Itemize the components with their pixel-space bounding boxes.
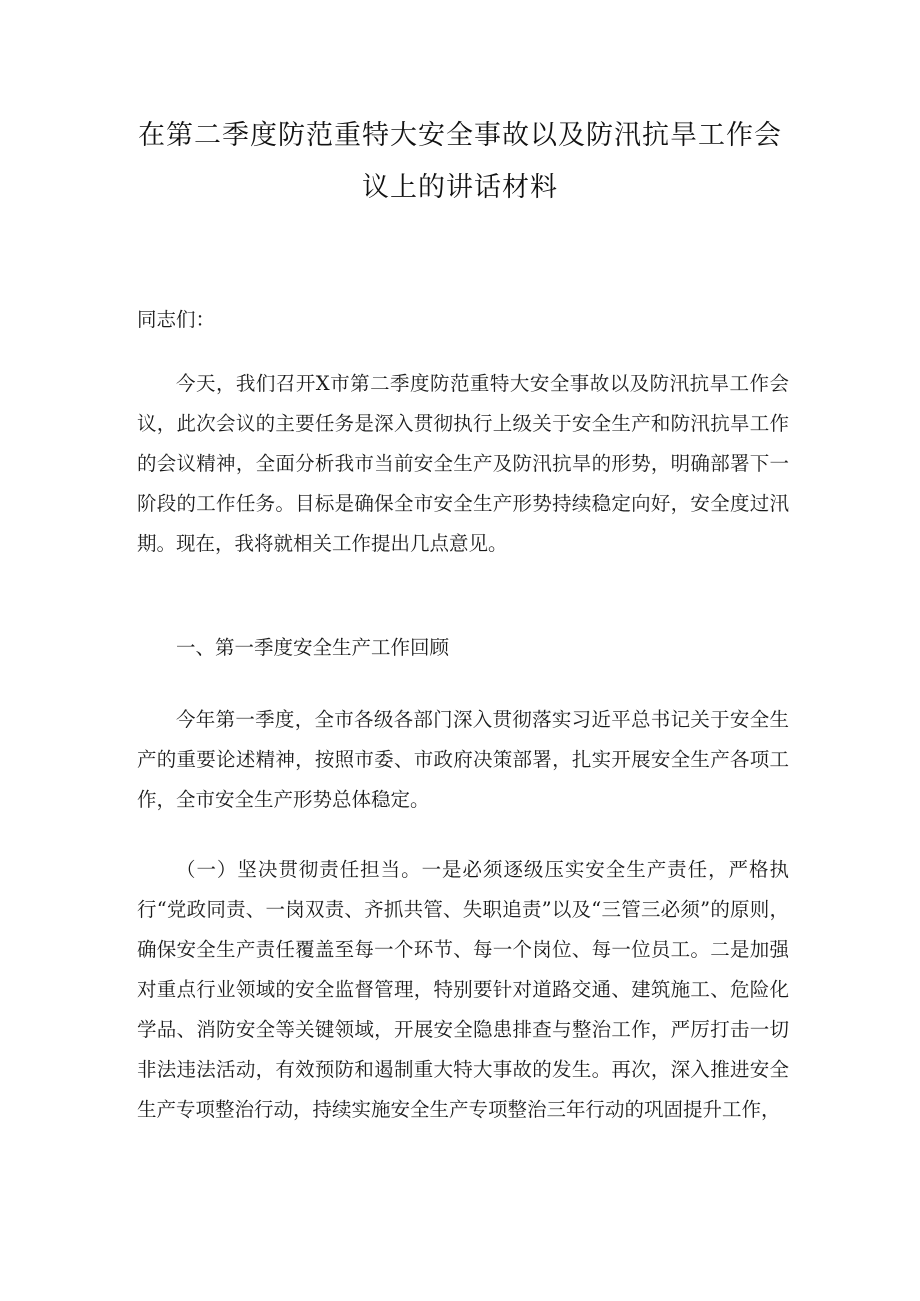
title-line-1: 在第二季度防范重特大安全事故以及防汛抗旱工作会 (138, 120, 782, 151)
greeting-block (137, 300, 789, 340)
paragraph-block-2 (137, 700, 789, 820)
paragraph-responsibility: （一）坚决贯彻责任担当。一是必须逐级压实安全生产责任，严格执行“党政同责、一岗双责、齐抓共管、失职追责”以及“三管三必须”的原则，确保安全生产责任覆盖至每一个环节、每一个岗位、每一位员工。二是加强对重点行业领域的安全监督管理，特别要针对道路交通、建筑施工、危险化学品、消防安全等关键领域，开展安全隐患排查与整治工作，严厉打击一切非法违法活动，有效预防和遏制重大特大事故的发生。再次，深入推进安全生产专项整治行动，持续实施安全生产专项整治三年行动的巩固提升工作， (137, 858, 789, 1121)
paragraph-review: 今年第一季度，全市各级各部门深入贯彻落实习近平总书记关于安全生产的重要论述精神，按照市委、市政府决策部署，扎实开展安全生产各项工作，全市安全生产形势总体稳定。 (137, 708, 789, 811)
title-line-2: 议上的讲话材料 (362, 172, 558, 203)
paragraph-block-1 (137, 364, 789, 564)
paragraph-block-3 (137, 850, 789, 1130)
greeting: 同志们： (137, 308, 216, 331)
section-heading: 一、第一季度安全生产工作回顾 (176, 636, 450, 659)
paragraph-opening: 今天，我们召开X市第二季度防范重特大安全事故以及防汛抗旱工作会议，此次会议的主要任务是深入贯彻执行上级关于安全生产和防汛抗旱工作的会议精神，全面分析我市当前安全生产及防汛抗旱的形势，明确部署下一阶段的工作任务。目标是确保全市安全生产形势持续稳定向好，安全度过汛期。现在，我将就相关工作提出几点意见。 (137, 372, 789, 555)
section-heading-block (137, 628, 789, 668)
document-title (100, 110, 820, 214)
